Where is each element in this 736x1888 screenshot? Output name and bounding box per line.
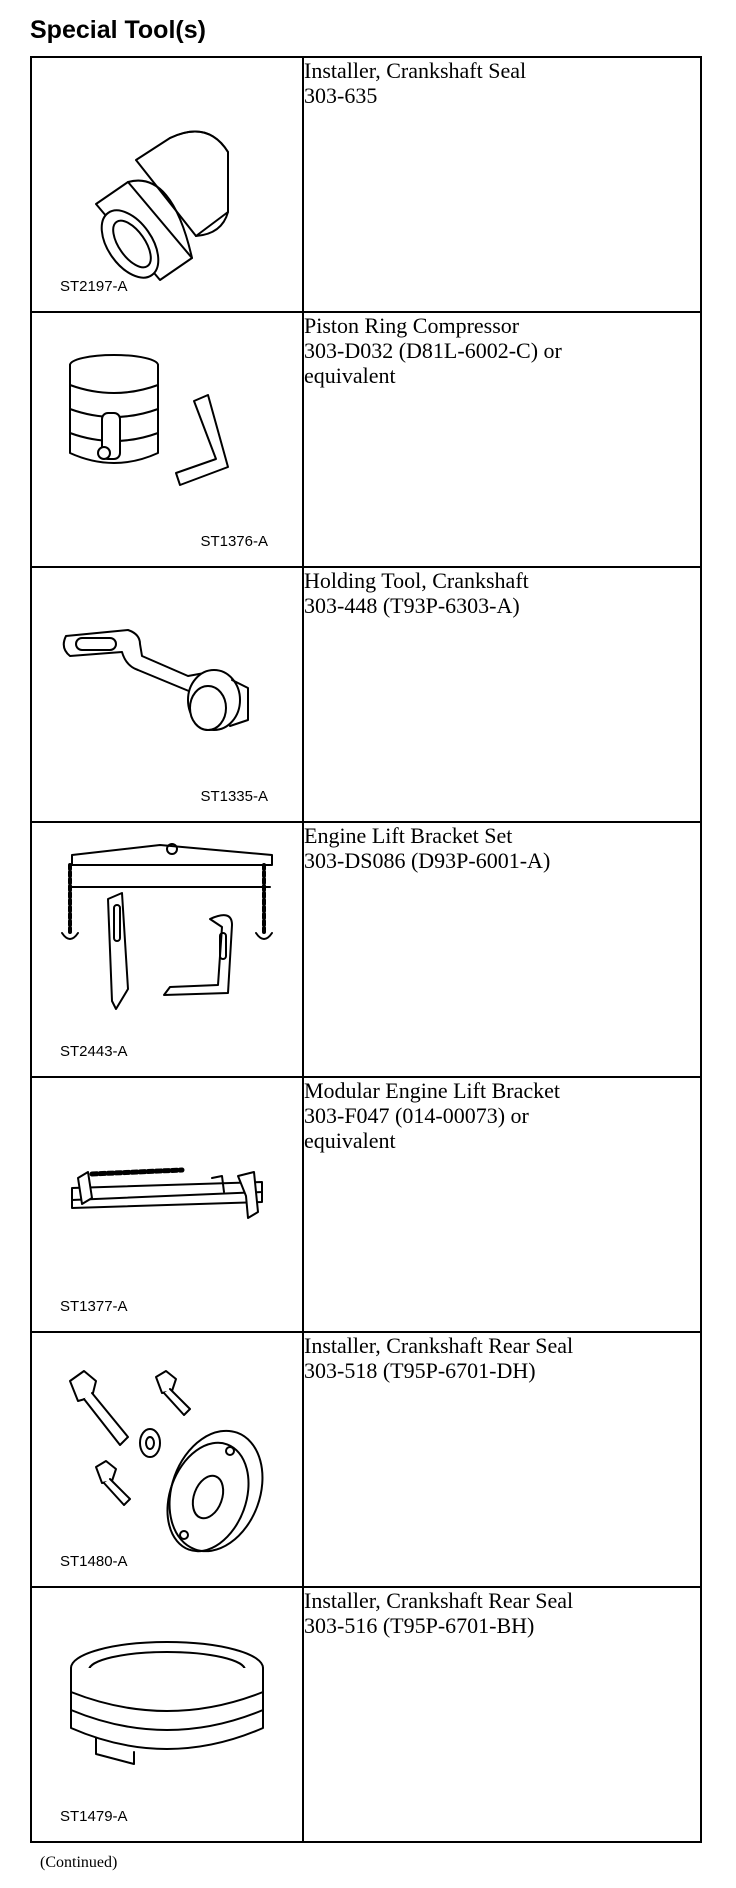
tool-name: Holding Tool, Crankshaft (304, 568, 529, 593)
tool-code: ST1479-A (60, 1808, 128, 1825)
tool-name: Installer, Crankshaft Rear Seal (304, 1588, 574, 1613)
tool-image-cell (31, 1077, 303, 1332)
tool-name: Installer, Crankshaft Seal (304, 58, 527, 83)
tool-row (31, 822, 701, 1077)
engine-lift-bracket-set-icon (32, 823, 302, 1076)
tool-row (31, 1332, 701, 1587)
tool-description (303, 1332, 701, 1587)
tool-row (31, 57, 701, 312)
tool-row (31, 567, 701, 822)
tool-image-cell (31, 822, 303, 1077)
tool-name: Modular Engine Lift Bracket (304, 1078, 560, 1103)
tool-code: ST1376-A (200, 533, 268, 550)
tool-part-number: 303-518 (T95P-6701-DH) (304, 1358, 536, 1383)
tool-image-cell (31, 567, 303, 822)
rear-seal-installer-bolts-icon (32, 1333, 302, 1586)
crankshaft-holding-tool-icon (32, 568, 302, 821)
tool-code: ST1335-A (200, 788, 268, 805)
tool-part-number: 303-F047 (014-00073) or (304, 1103, 529, 1128)
rear-seal-installer-ring-icon (32, 1588, 302, 1841)
tool-note: equivalent (304, 1128, 396, 1153)
page-title: Special Tool(s) (30, 16, 206, 44)
tool-note: equivalent (304, 363, 396, 388)
tool-name: Piston Ring Compressor (304, 313, 520, 338)
tool-name: Installer, Crankshaft Rear Seal (304, 1333, 574, 1358)
tool-part-number: 303-516 (T95P-6701-BH) (304, 1613, 535, 1638)
tool-image-cell (31, 1587, 303, 1842)
tool-code: ST2443-A (60, 1043, 128, 1060)
piston-ring-compressor-icon (32, 313, 302, 566)
tool-description (303, 1587, 701, 1842)
tool-part-number: 303-448 (T93P-6303-A) (304, 593, 520, 618)
tool-code: ST1377-A (60, 1298, 128, 1315)
tool-row (31, 312, 701, 567)
tool-row (31, 1077, 701, 1332)
crankshaft-seal-installer-icon (32, 58, 302, 311)
tool-description (303, 822, 701, 1077)
tool-code: ST2197-A (60, 278, 128, 295)
tool-description (303, 312, 701, 567)
tool-image-cell (31, 1332, 303, 1587)
tool-image-cell (31, 312, 303, 567)
tool-row (31, 1587, 701, 1842)
tool-description (303, 1077, 701, 1332)
tool-description (303, 567, 701, 822)
special-tools-table (30, 56, 702, 1843)
tool-code: ST1480-A (60, 1553, 128, 1570)
continued-note: (Continued) (40, 1854, 118, 1871)
modular-engine-lift-bracket-icon (32, 1078, 302, 1331)
tool-part-number: 303-635 (304, 83, 378, 108)
tool-image-cell (31, 57, 303, 312)
tool-part-number: 303-D032 (D81L-6002-C) or (304, 338, 562, 363)
tool-description (303, 57, 701, 312)
tool-name: Engine Lift Bracket Set (304, 823, 513, 848)
tool-part-number: 303-DS086 (D93P-6001-A) (304, 848, 551, 873)
